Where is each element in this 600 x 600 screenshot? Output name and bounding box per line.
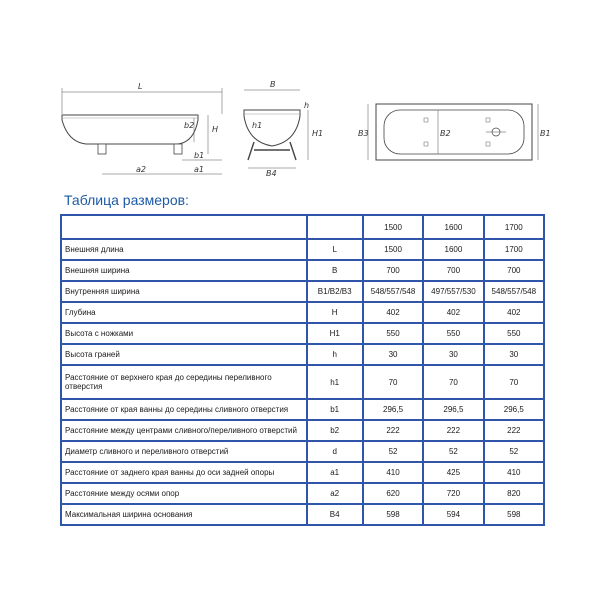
value-cell: 52 bbox=[423, 441, 483, 462]
table-row bbox=[61, 344, 544, 365]
parameter-name-cell: Диаметр сливного и переливного отверстий bbox=[61, 441, 307, 462]
parameter-name-cell: Расстояние от края ванны до середины сливного отверстия bbox=[61, 399, 307, 420]
dim-label-B1: B1 bbox=[540, 129, 551, 138]
dim-label-b1: b1 bbox=[194, 151, 205, 160]
parameter-name-cell: Расстояние от заднего края ванны до оси задней опоры bbox=[61, 462, 307, 483]
parameter-name-cell: Внешняя длина bbox=[61, 239, 307, 260]
dimensions-table bbox=[60, 214, 545, 526]
value-cell: 700 bbox=[484, 260, 544, 281]
table-row bbox=[61, 323, 544, 344]
value-cell: 70 bbox=[484, 365, 544, 399]
table-row bbox=[61, 239, 544, 260]
value-cell: 620 bbox=[363, 483, 423, 504]
symbol-cell: H1 bbox=[307, 323, 363, 344]
value-cell: 402 bbox=[484, 302, 544, 323]
symbol-cell: b1 bbox=[307, 399, 363, 420]
dim-label-B3: B3 bbox=[358, 129, 369, 138]
top-view-drawing bbox=[356, 70, 551, 190]
value-cell: 720 bbox=[423, 483, 483, 504]
parameter-name-cell: Расстояние между центрами сливного/переливного отверстий bbox=[61, 420, 307, 441]
value-cell: 550 bbox=[363, 323, 423, 344]
parameter-name-cell: Глубина bbox=[61, 302, 307, 323]
dim-label-L: L bbox=[138, 82, 143, 91]
header-cell bbox=[307, 215, 363, 239]
dim-label-a1: a1 bbox=[194, 165, 204, 174]
dim-label-H: H bbox=[212, 125, 219, 134]
dim-label-h: h bbox=[304, 101, 310, 110]
value-cell: 598 bbox=[484, 504, 544, 525]
value-cell: 70 bbox=[423, 365, 483, 399]
value-cell: 548/557/548 bbox=[484, 281, 544, 302]
table-row bbox=[61, 483, 544, 504]
table-title: Таблица размеров: bbox=[64, 192, 189, 208]
table-row bbox=[61, 302, 544, 323]
front-view-drawing bbox=[238, 70, 338, 190]
table-row bbox=[61, 462, 544, 483]
header-cell: 1700 bbox=[484, 215, 544, 239]
value-cell: 425 bbox=[423, 462, 483, 483]
symbol-cell: d bbox=[307, 441, 363, 462]
dim-label-B2: B2 bbox=[440, 129, 451, 138]
value-cell: 1500 bbox=[363, 239, 423, 260]
value-cell: 700 bbox=[423, 260, 483, 281]
parameter-name-cell: Высота граней bbox=[61, 344, 307, 365]
value-cell: 30 bbox=[484, 344, 544, 365]
value-cell: 410 bbox=[363, 462, 423, 483]
symbol-cell: a1 bbox=[307, 462, 363, 483]
parameter-name-cell: Высота с ножками bbox=[61, 323, 307, 344]
table-row bbox=[61, 420, 544, 441]
value-cell: 30 bbox=[363, 344, 423, 365]
value-cell: 52 bbox=[484, 441, 544, 462]
symbol-cell: H bbox=[307, 302, 363, 323]
symbol-cell: B4 bbox=[307, 504, 363, 525]
value-cell: 700 bbox=[363, 260, 423, 281]
value-cell: 550 bbox=[484, 323, 544, 344]
value-cell: 402 bbox=[423, 302, 483, 323]
value-cell: 1700 bbox=[484, 239, 544, 260]
technical-drawings bbox=[0, 70, 600, 190]
table-row bbox=[61, 365, 544, 399]
value-cell: 820 bbox=[484, 483, 544, 504]
table-row bbox=[61, 260, 544, 281]
header-cell bbox=[61, 215, 307, 239]
parameter-name-cell: Максимальная ширина основания bbox=[61, 504, 307, 525]
table-row bbox=[61, 399, 544, 420]
dim-label-b2: b2 bbox=[184, 121, 195, 130]
value-cell: 497/557/530 bbox=[423, 281, 483, 302]
symbol-cell: b2 bbox=[307, 420, 363, 441]
dim-label-H1: H1 bbox=[312, 129, 324, 138]
parameter-name-cell: Внешняя ширина bbox=[61, 260, 307, 281]
value-cell: 1600 bbox=[423, 239, 483, 260]
symbol-cell: a2 bbox=[307, 483, 363, 504]
symbol-cell: B bbox=[307, 260, 363, 281]
symbol-cell: B1/B2/B3 bbox=[307, 281, 363, 302]
side-view-drawing bbox=[58, 70, 238, 190]
dim-label-a2: a2 bbox=[136, 165, 146, 174]
parameter-name-cell: Расстояние между осями опор bbox=[61, 483, 307, 504]
value-cell: 296,5 bbox=[363, 399, 423, 420]
parameter-name-cell: Расстояние от верхнего края до середины переливного отверстия bbox=[61, 365, 307, 399]
value-cell: 30 bbox=[423, 344, 483, 365]
value-cell: 296,5 bbox=[423, 399, 483, 420]
value-cell: 296,5 bbox=[484, 399, 544, 420]
symbol-cell: h1 bbox=[307, 365, 363, 399]
dim-label-h1: h1 bbox=[252, 121, 263, 130]
dim-label-B4: B4 bbox=[266, 169, 277, 178]
symbol-cell: h bbox=[307, 344, 363, 365]
table-row bbox=[61, 281, 544, 302]
header-cell: 1600 bbox=[423, 215, 483, 239]
value-cell: 222 bbox=[423, 420, 483, 441]
value-cell: 410 bbox=[484, 462, 544, 483]
value-cell: 402 bbox=[363, 302, 423, 323]
table-row bbox=[61, 504, 544, 525]
value-cell: 594 bbox=[423, 504, 483, 525]
header-cell: 1500 bbox=[363, 215, 423, 239]
dim-label-B: B bbox=[270, 80, 276, 89]
value-cell: 70 bbox=[363, 365, 423, 399]
symbol-cell: L bbox=[307, 239, 363, 260]
value-cell: 222 bbox=[363, 420, 423, 441]
value-cell: 222 bbox=[484, 420, 544, 441]
value-cell: 548/557/548 bbox=[363, 281, 423, 302]
table-header-row bbox=[61, 215, 544, 239]
value-cell: 52 bbox=[363, 441, 423, 462]
value-cell: 550 bbox=[423, 323, 483, 344]
table-row bbox=[61, 441, 544, 462]
value-cell: 598 bbox=[363, 504, 423, 525]
parameter-name-cell: Внутренняя ширина bbox=[61, 281, 307, 302]
